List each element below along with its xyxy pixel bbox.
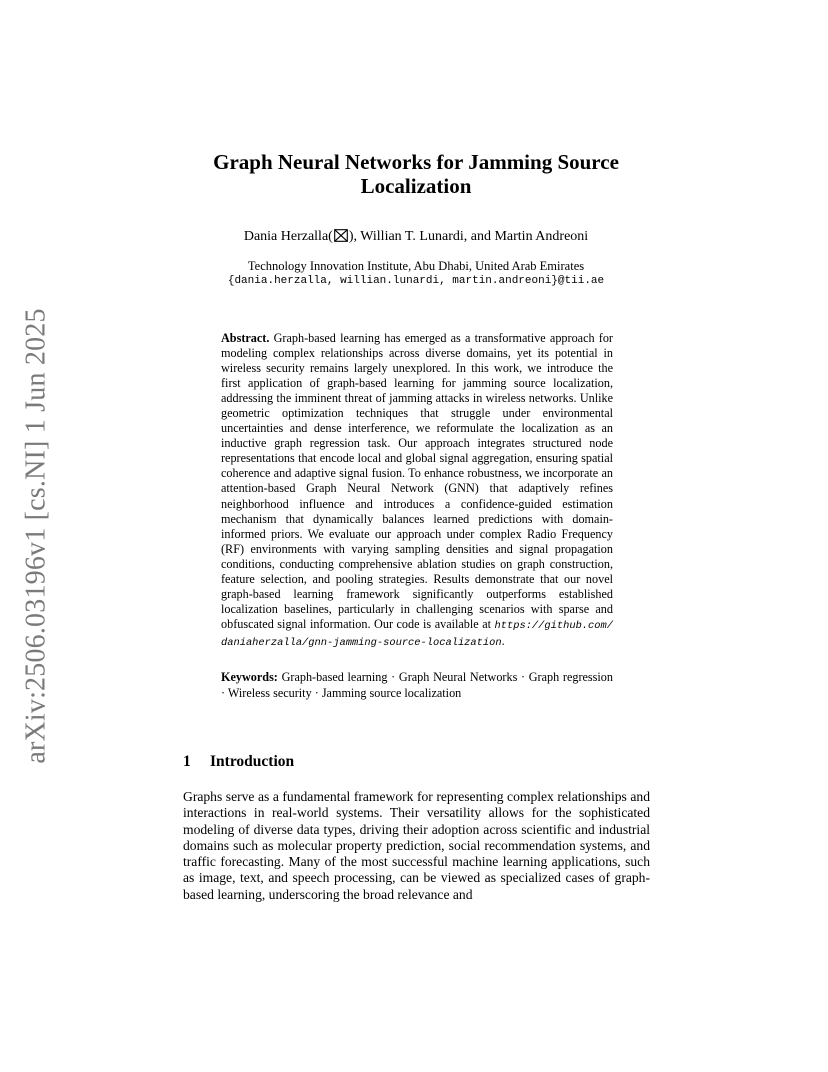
keywords-text: Graph-based learning · Graph Neural Networks · Graph regression · Wireless security · Jamming source localization bbox=[221, 670, 613, 700]
code-link[interactable]: https://github.com/daniaherzalla/gnn-jamming-source-localization bbox=[221, 619, 613, 649]
paper-title: Graph Neural Networks for Jamming Source Localization bbox=[213, 150, 619, 198]
author-name: Dania Herzalla( bbox=[243, 229, 333, 244]
abstract bbox=[221, 331, 613, 651]
section-title: Introduction bbox=[210, 753, 295, 770]
affiliation: Technology Innovation Institute, Abu Dhabi, United Arab Emirates bbox=[247, 259, 585, 273]
abstract-label: Abstract. bbox=[221, 331, 270, 345]
introduction-paragraph: Graphs serve as a fundamental framework for representing complex relationships and interactions in real-world systems. Their versatility allows for the sophisticated modeling of diverse data types, driving their adoption across scientific and industrial domains such as molecular property prediction, social recommendation systems, and traffic forecasting. Many of the most successful machine learning applications, such as image, text, and speech processing, can be viewed as specialized cases of graph-based learning, underscoring the broad relevance and bbox=[183, 789, 650, 902]
author-separator: ), bbox=[348, 229, 357, 244]
arxiv-identifier[interactable]: arXiv:2506.03196v1 [cs.NI] 1 Jun 2025 bbox=[21, 308, 53, 764]
section-number: 1 bbox=[183, 753, 191, 770]
abstract-text: Graph-based learning has emerged as a transformative approach for modeling complex relationships across diverse domains, yet its potential in wireless security remains largely unexplored. In this work, we introduce the first application of graph-based learning for jamming source localization, addressing the imminent threat of jamming attacks in wireless networks. Unlike geometric optimization techniques that struggle under environmental uncertainties and dense interference, we reformulate the localization as an inductive graph regression task. Our approach integrates structured node representations that encode local and global signal aggregation, ensuring spatial coherence and adaptive signal fusion. To enhance robustness, we incorporate an attention-based Graph Neural Network (GNN) that adaptively refines neighborhood influence and introduces a confidence-guided estimation mechanism that dynamically balances learned predictions with domain-informed priors. We evaluate our approach under complex Radio Frequency (RF) environments with varying sampling densities and signal propagation conditions, conducting comprehensive ablation studies on graph construction, feature selection, and pooling strategies. Results demonstrate that our novel graph-based learning framework significantly outperforms established localization baselines, particularly in challenging scenarios with sparse and obfuscated signal information. Our code is available at bbox=[221, 331, 613, 631]
arxiv-stamp[interactable] bbox=[14, 308, 60, 764]
abstract-end: . bbox=[501, 633, 505, 648]
keywords bbox=[221, 670, 613, 701]
co-authors: Willian T. Lunardi, and Martin Andreoni bbox=[357, 229, 589, 244]
envelope-icon[interactable] bbox=[334, 229, 348, 242]
author-list bbox=[200, 229, 632, 245]
author-emails: {dania.herzalla, willian.lunardi, martin.andreoni}@tii.ae bbox=[227, 275, 605, 287]
keywords-label: Keywords: bbox=[221, 670, 278, 684]
section-heading bbox=[183, 753, 483, 771]
